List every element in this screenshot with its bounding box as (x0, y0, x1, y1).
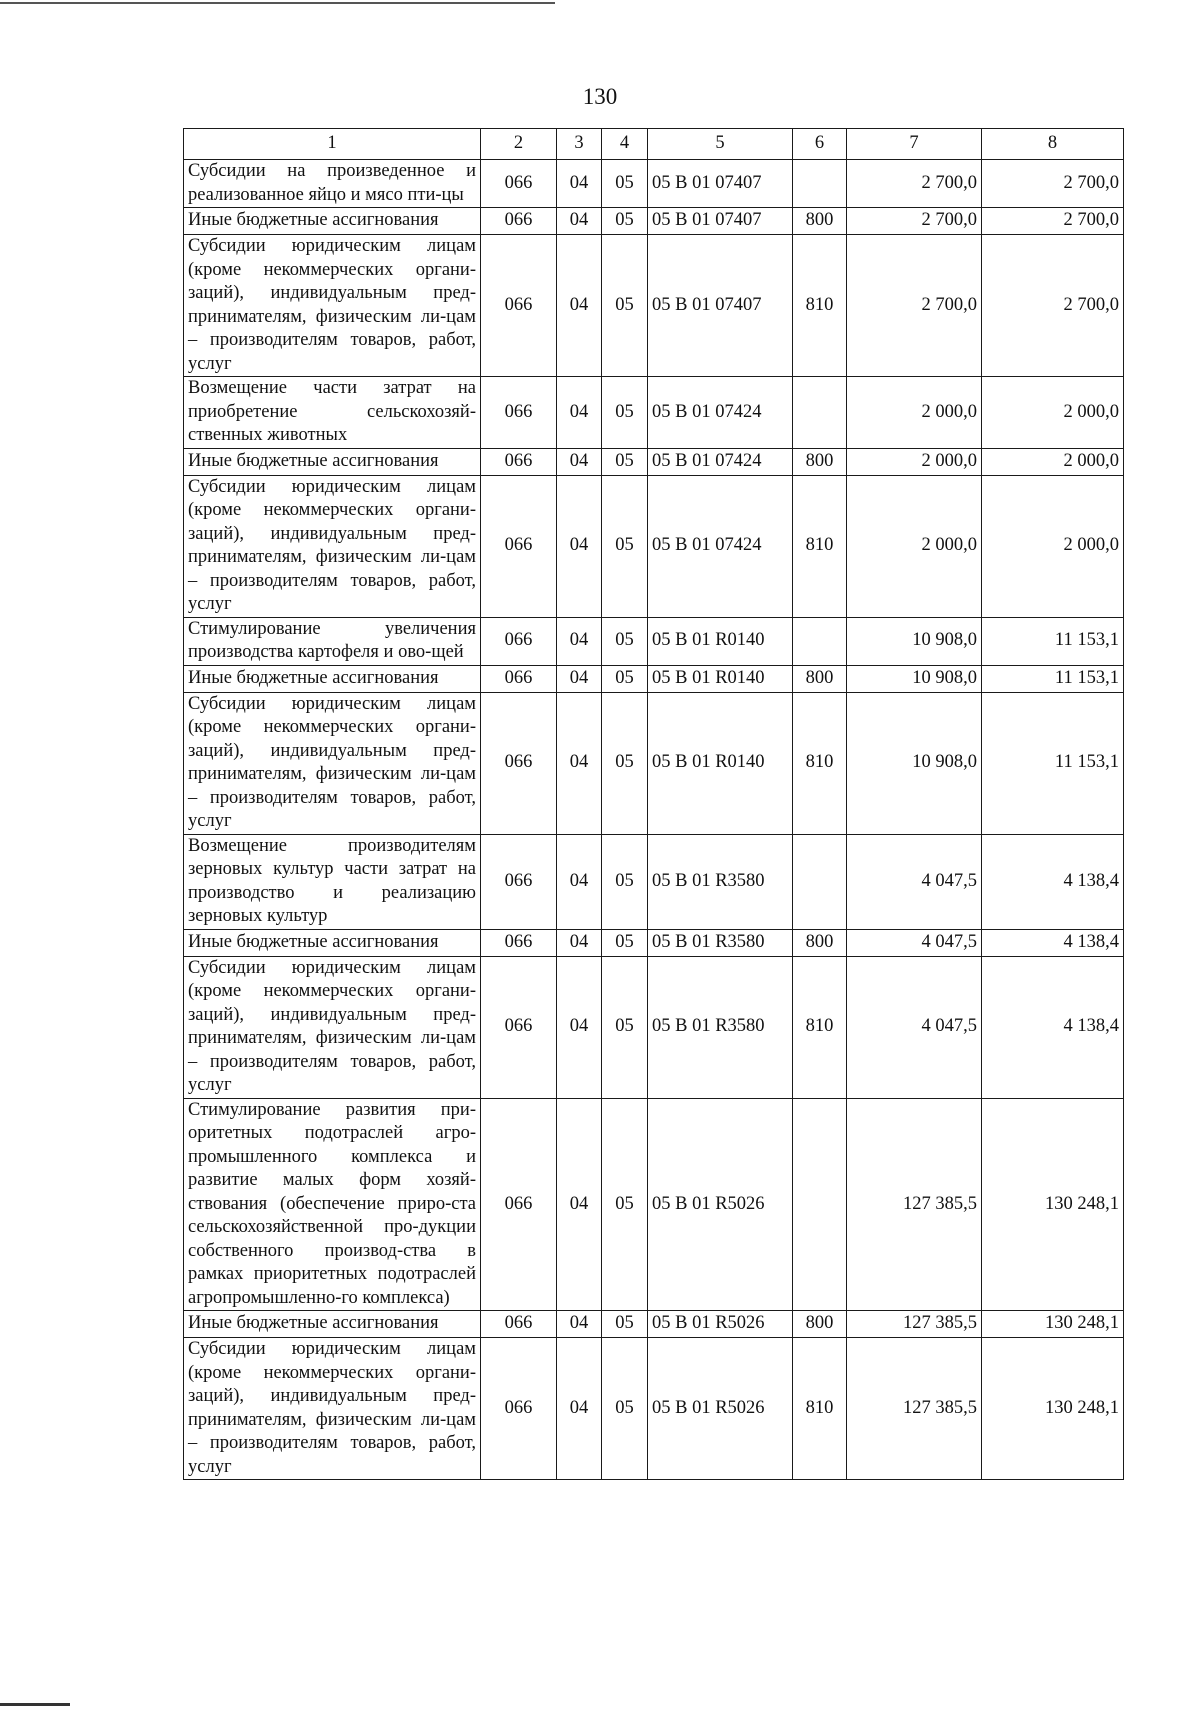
amount-year1-cell: 2 700,0 (847, 208, 982, 235)
expense-type-cell: 810 (793, 956, 847, 1098)
target-article-cell: 05 В 01 R0140 (648, 692, 793, 834)
section-code-cell: 04 (557, 208, 602, 235)
table-body (184, 160, 1124, 1480)
department-code-cell: 066 (481, 160, 557, 208)
expense-type-cell: 810 (793, 1338, 847, 1480)
amount-year1-cell: 2 700,0 (847, 160, 982, 208)
target-article-cell: 05 В 01 R5026 (648, 1338, 793, 1480)
amount-year1-cell: 4 047,5 (847, 834, 982, 929)
section-code-cell: 04 (557, 665, 602, 692)
target-article-cell: 05 В 01 R3580 (648, 929, 793, 956)
section-code-cell: 04 (557, 617, 602, 665)
amount-year1-cell: 127 385,5 (847, 1338, 982, 1480)
subsection-code-cell: 05 (602, 475, 648, 617)
department-code-cell: 066 (481, 834, 557, 929)
table-row (184, 235, 1124, 377)
expense-type-cell: 800 (793, 665, 847, 692)
expense-type-cell (793, 160, 847, 208)
table-row (184, 692, 1124, 834)
scan-top-rule (0, 2, 555, 4)
table-row (184, 665, 1124, 692)
department-code-cell: 066 (481, 665, 557, 692)
department-code-cell: 066 (481, 617, 557, 665)
amount-year1-cell: 4 047,5 (847, 929, 982, 956)
amount-year1-cell: 10 908,0 (847, 617, 982, 665)
section-code-cell: 04 (557, 160, 602, 208)
row-name-cell: Субсидии юридическим лицам (кроме некоммерческих органи-заций), индивидуальным пред-принимателям, физическим ли-цам – производителям товаров, работ, услуг (184, 475, 481, 617)
amount-year1-cell: 2 000,0 (847, 475, 982, 617)
expense-type-cell: 810 (793, 692, 847, 834)
subsection-code-cell: 05 (602, 448, 648, 475)
department-code-cell: 066 (481, 448, 557, 475)
expense-type-cell (793, 377, 847, 449)
target-article-cell: 05 В 01 07407 (648, 208, 793, 235)
row-name-cell: Стимулирование развития при-оритетных подотраслей агро-промышленного комплекса и развитие малых форм хозяй-ствования (обеспечение приро-ста сельскохозяйственной про-дукции собственного производ-ства в рамках приоритетных подотраслей агропромышленно-го комплекса) (184, 1098, 481, 1311)
header-cell: 6 (793, 129, 847, 160)
amount-year2-cell: 11 153,1 (982, 665, 1124, 692)
header-cell: 4 (602, 129, 648, 160)
expense-type-cell (793, 1098, 847, 1311)
section-code-cell: 04 (557, 1311, 602, 1338)
amount-year2-cell: 2 000,0 (982, 475, 1124, 617)
table-row (184, 208, 1124, 235)
subsection-code-cell: 05 (602, 692, 648, 834)
expense-type-cell (793, 617, 847, 665)
subsection-code-cell: 05 (602, 1098, 648, 1311)
amount-year2-cell: 2 000,0 (982, 377, 1124, 449)
department-code-cell: 066 (481, 377, 557, 449)
target-article-cell: 05 В 01 R0140 (648, 665, 793, 692)
amount-year2-cell: 11 153,1 (982, 692, 1124, 834)
subsection-code-cell: 05 (602, 160, 648, 208)
target-article-cell: 05 В 01 07424 (648, 475, 793, 617)
table-row (184, 929, 1124, 956)
department-code-cell: 066 (481, 235, 557, 377)
amount-year1-cell: 10 908,0 (847, 692, 982, 834)
target-article-cell: 05 В 01 R5026 (648, 1098, 793, 1311)
amount-year1-cell: 127 385,5 (847, 1098, 982, 1311)
subsection-code-cell: 05 (602, 929, 648, 956)
section-code-cell: 04 (557, 235, 602, 377)
expense-type-cell: 810 (793, 475, 847, 617)
row-name-cell: Субсидии юридическим лицам (кроме некоммерческих органи-заций), индивидуальным пред-принимателям, физическим ли-цам – производителям товаров, работ, услуг (184, 956, 481, 1098)
amount-year1-cell: 4 047,5 (847, 956, 982, 1098)
table-row (184, 448, 1124, 475)
amount-year1-cell: 127 385,5 (847, 1311, 982, 1338)
row-name-cell: Субсидии юридическим лицам (кроме некоммерческих органи-заций), индивидуальным пред-принимателям, физическим ли-цам – производителям товаров, работ, услуг (184, 235, 481, 377)
row-name-cell: Субсидии юридическим лицам (кроме некоммерческих органи-заций), индивидуальным пред-принимателям, физическим ли-цам – производителям товаров, работ, услуг (184, 692, 481, 834)
expense-type-cell: 800 (793, 1311, 847, 1338)
table-row (184, 1338, 1124, 1480)
row-name-cell: Субсидии на произведенное и реализованное яйцо и мясо пти-цы (184, 160, 481, 208)
department-code-cell: 066 (481, 929, 557, 956)
header-row (184, 129, 1124, 160)
header-cell: 8 (982, 129, 1124, 160)
department-code-cell: 066 (481, 208, 557, 235)
row-name-cell: Иные бюджетные ассигнования (184, 448, 481, 475)
section-code-cell: 04 (557, 929, 602, 956)
amount-year2-cell: 2 000,0 (982, 448, 1124, 475)
section-code-cell: 04 (557, 475, 602, 617)
table-row (184, 377, 1124, 449)
target-article-cell: 05 В 01 07407 (648, 160, 793, 208)
amount-year2-cell: 4 138,4 (982, 929, 1124, 956)
expense-type-cell: 800 (793, 929, 847, 956)
expense-type-cell (793, 834, 847, 929)
header-cell: 2 (481, 129, 557, 160)
amount-year1-cell: 2 000,0 (847, 448, 982, 475)
page-number: 130 (582, 84, 618, 109)
row-name-cell: Возмещение части затрат на приобретение сельскохозяй-ственных животных (184, 377, 481, 449)
amount-year2-cell: 4 138,4 (982, 834, 1124, 929)
row-name-cell: Иные бюджетные ассигнования (184, 1311, 481, 1338)
department-code-cell: 066 (481, 1311, 557, 1338)
subsection-code-cell: 05 (602, 834, 648, 929)
department-code-cell: 066 (481, 1338, 557, 1480)
header-cell: 7 (847, 129, 982, 160)
subsection-code-cell: 05 (602, 208, 648, 235)
row-name-cell: Иные бюджетные ассигнования (184, 665, 481, 692)
table-row (184, 834, 1124, 929)
amount-year2-cell: 4 138,4 (982, 956, 1124, 1098)
expense-type-cell: 800 (793, 208, 847, 235)
subsection-code-cell: 05 (602, 956, 648, 1098)
department-code-cell: 066 (481, 1098, 557, 1311)
department-code-cell: 066 (481, 692, 557, 834)
department-code-cell: 066 (481, 956, 557, 1098)
table-row (184, 475, 1124, 617)
row-name-cell: Иные бюджетные ассигнования (184, 929, 481, 956)
section-code-cell: 04 (557, 1338, 602, 1480)
target-article-cell: 05 В 01 R3580 (648, 834, 793, 929)
section-code-cell: 04 (557, 1098, 602, 1311)
amount-year2-cell: 130 248,1 (982, 1098, 1124, 1311)
scan-bottom-rule (0, 1703, 70, 1706)
section-code-cell: 04 (557, 956, 602, 1098)
section-code-cell: 04 (557, 692, 602, 834)
target-article-cell: 05 В 01 07424 (648, 448, 793, 475)
budget-table (183, 128, 1124, 1480)
amount-year1-cell: 2 700,0 (847, 235, 982, 377)
subsection-code-cell: 05 (602, 1311, 648, 1338)
table-row (184, 1098, 1124, 1311)
table-row (184, 956, 1124, 1098)
department-code-cell: 066 (481, 475, 557, 617)
amount-year1-cell: 2 000,0 (847, 377, 982, 449)
subsection-code-cell: 05 (602, 235, 648, 377)
section-code-cell: 04 (557, 448, 602, 475)
header-cell: 3 (557, 129, 602, 160)
table-row (184, 160, 1124, 208)
target-article-cell: 05 В 01 R5026 (648, 1311, 793, 1338)
subsection-code-cell: 05 (602, 617, 648, 665)
table-row (184, 617, 1124, 665)
target-article-cell: 05 В 01 R0140 (648, 617, 793, 665)
header-cell: 5 (648, 129, 793, 160)
target-article-cell: 05 В 01 R3580 (648, 956, 793, 1098)
target-article-cell: 05 В 01 07424 (648, 377, 793, 449)
amount-year1-cell: 10 908,0 (847, 665, 982, 692)
section-code-cell: 04 (557, 377, 602, 449)
amount-year2-cell: 2 700,0 (982, 208, 1124, 235)
subsection-code-cell: 05 (602, 1338, 648, 1480)
amount-year2-cell: 2 700,0 (982, 160, 1124, 208)
row-name-cell: Субсидии юридическим лицам (кроме некоммерческих органи-заций), индивидуальным пред-принимателям, физическим ли-цам – производителям товаров, работ, услуг (184, 1338, 481, 1480)
amount-year2-cell: 11 153,1 (982, 617, 1124, 665)
expense-type-cell: 800 (793, 448, 847, 475)
table-row (184, 1311, 1124, 1338)
target-article-cell: 05 В 01 07407 (648, 235, 793, 377)
amount-year2-cell: 130 248,1 (982, 1311, 1124, 1338)
row-name-cell: Возмещение производителям зерновых культур части затрат на производство и реализацию зерновых культур (184, 834, 481, 929)
subsection-code-cell: 05 (602, 665, 648, 692)
header-cell: 1 (184, 129, 481, 160)
amount-year2-cell: 130 248,1 (982, 1338, 1124, 1480)
row-name-cell: Иные бюджетные ассигнования (184, 208, 481, 235)
expense-type-cell: 810 (793, 235, 847, 377)
row-name-cell: Стимулирование увеличения производства картофеля и ово-щей (184, 617, 481, 665)
amount-year2-cell: 2 700,0 (982, 235, 1124, 377)
subsection-code-cell: 05 (602, 377, 648, 449)
section-code-cell: 04 (557, 834, 602, 929)
